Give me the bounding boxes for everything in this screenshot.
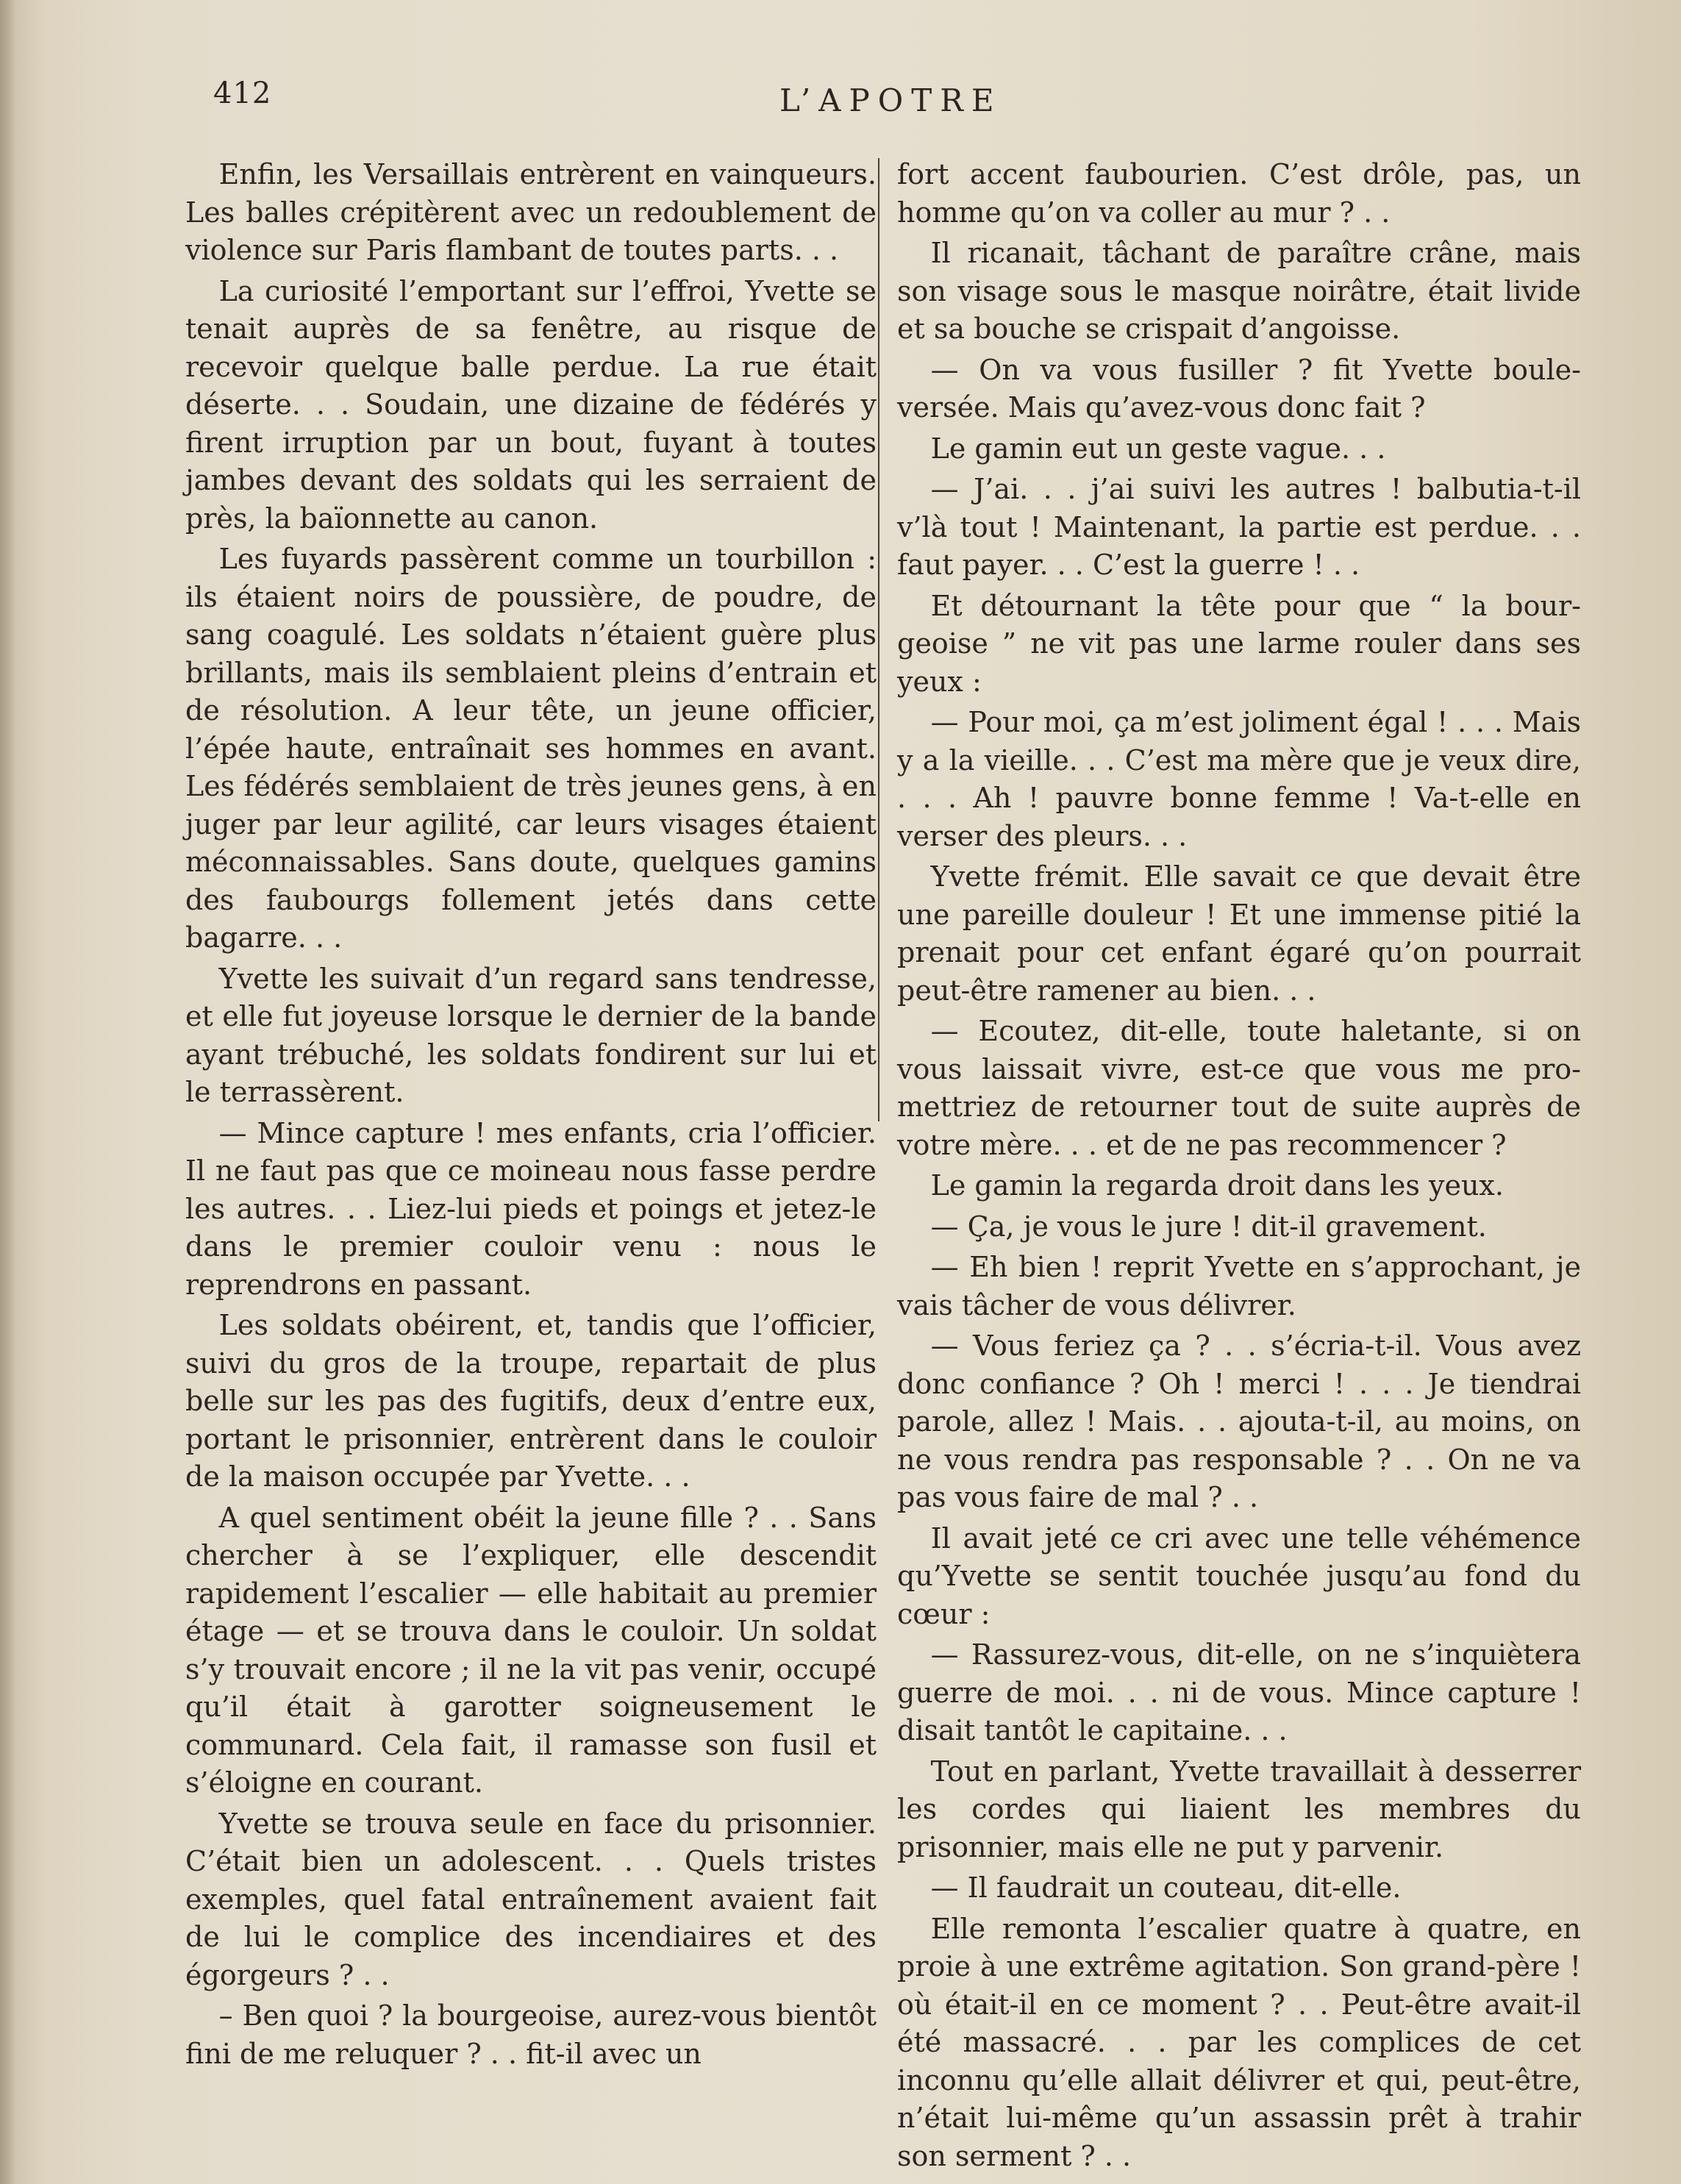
paragraph: Le gamin la regarda droit dans les yeux. xyxy=(930,1169,1504,1202)
paragraph: Les fuyards passèrent comme un tourbillon : ils étaient noirs de poussière, de poudre, de sang coagulé. Les soldats n’étaient guère plus brillants, mais ils semblaient pleins d’entrain et de résolution. A leur tête, un jeune officier, l’épée haute, entraînait ses hommes en avant. Les fédérés semblaient de très jeunes gens, à en juger par leur agilité, car leurs visages étaient méconnaissables. Sans doute, quelques gamins des faubourgs follement jetés dans cette bagarre. . . xyxy=(185,543,877,954)
paragraph: — Ça, je vous le jure ! dit-il gravement. xyxy=(930,1210,1487,1243)
paragraph: Enfin, les Versaillais entrèrent en vainqueurs. Les balles crépitèrent avec un redoublement de violence sur Paris flambant de toutes parts. . . xyxy=(185,158,877,266)
paragraph: — Vous feriez ça ? . . s’écria-t-il. Vous avez donc confiance ? Oh ! merci ! . . . Je tiendrai parole, allez ! Mais. . . ajouta-t-il, au moins, on ne vous rendra pas responsable ? . . On ne va pas vous faire de mal ? . . xyxy=(897,1330,1581,1513)
paragraph: La curiosité l’emportant sur l’effroi, Yvette se tenait auprès de sa fenêtre, au risque de recevoir quelque balle perdue. La rue était déserte. . . Soudain, une dizaine de fédérés y firent irruption par un bout, fuyant à toutes jambes devant des soldats qui les serraient de près, la baïonnette au canon. xyxy=(185,274,877,535)
paragraph: A quel sentiment obéit la jeune fille ? . . Sans chercher à se l’expliquer, elle descendit rapidement l’escalier — elle habitait au premier étage — et se trouva dans le couloir. Un soldat s’y trouvait encore ; il ne la vit pas venir, occupé qu’il était à garotter soigneusement le communard. Cela fait, il ramasse son fusil et s’éloigne en courant. xyxy=(185,1501,877,1799)
paragraph: Les soldats obéirent, et, tandis que l’officier, suivi du gros de la troupe, repartait de plus belle sur les pas des fugitifs, deux d’entre eux, portant le prisonnier, entrèrent dans le couloir de la maison occupée par Yvette. . . xyxy=(185,1309,877,1493)
page-spine-shadow xyxy=(0,0,16,2184)
right-text-column xyxy=(897,156,1581,2178)
paragraph: Il ricanait, tâchant de paraître crâne, mais son visage sous le masque noirâtre, était livide et sa bouche se crispait d’angoisse. xyxy=(897,237,1581,345)
paragraph: Elle remonta l’escalier quatre à quatre, en proie à une extrême agitation. Son grand-père ! où était-il en ce moment ? . . Peut-être avait-il été massacré. . . par les complices de cet inconnu qu’elle allait délivrer et qui, peut-être, n’était lui-même qu’un assassin prêt à trahir son serment ? . . xyxy=(897,1912,1581,2172)
paragraph: Et détournant la tête pour que “ la bourgeoise ” ne vit pas une larme rouler dans ses yeux : xyxy=(897,589,1581,698)
running-title: L’APOTRE xyxy=(779,82,1002,118)
paragraph: fort accent faubourien. C’est drôle, pas, un homme qu’on va coller au mur ? . . xyxy=(897,158,1581,229)
paragraph: — Mince capture ! mes enfants, cria l’officier. Il ne faut pas que ce moineau nous fasse perdre les autres. . . Liez-lui pieds et poings et jetez-le dans le premier couloir venu : nous le reprendrons en passant. xyxy=(185,1116,877,1301)
paragraph: — Ecoutez, dit-elle, toute haletante, si on vous laissait vivre, est-ce que vous me promettriez de retourner tout de suite auprès de votre mère. . . et de ne pas recommencer ? xyxy=(897,1015,1581,1161)
paragraph: — Il faudrait un couteau, dit-elle. xyxy=(930,1871,1402,1904)
column-divider xyxy=(878,158,879,1121)
paragraph: — Pour moi, ça m’est joliment égal ! . . . Mais y a la vieille. . . C’est ma mère que je veux dire, . . . Ah ! pauvre bonne femme ! Va-t-elle en verser des pleurs. . . xyxy=(897,706,1581,852)
paragraph: — J’ai. . . j’ai suivi les autres ! balbutia-t-il v’là tout ! Maintenant, la partie est perdue. . . faut payer. . . C’est la guerre ! . . xyxy=(897,473,1581,581)
paragraph: — Eh bien ! reprit Yvette en s’approchant, je vais tâcher de vous délivrer. xyxy=(897,1251,1581,1321)
paragraph: Yvette les suivait d’un regard sans tendresse, et elle fut joyeuse lorsque le dernier de la bande ayant trébuché, les soldats fondirent sur lui et le terrassèrent. xyxy=(185,962,877,1108)
paragraph: Il avait jeté ce cri avec une telle véhémence qu’Yvette se sentit touchée jusqu’au fond du cœur : xyxy=(897,1521,1581,1630)
page-number: 412 xyxy=(213,76,272,110)
paragraph: – Ben quoi ? la bourgeoise, aurez-vous bientôt fini de me reluquer ? . . fit-il avec un xyxy=(185,1999,877,2070)
paragraph: Yvette frémit. Elle savait ce que devait être une pareille douleur ! Et une immense pitié la prenait pour cet enfant égaré qu’on pourrait peut-être ramener au bien. . . xyxy=(897,860,1581,1007)
paragraph: Yvette se trouva seule en face du prisonnier. C’était bien un adolescent. . . Quels tristes exemples, quel fatal entraînement avaient fait de lui le complice des incendiaires et des égorgeurs ? . . xyxy=(185,1807,877,1991)
paragraph: Le gamin eut un geste vague. . . xyxy=(930,432,1386,465)
paragraph: — On va vous fusiller ? fit Yvette bouleversée. Mais qu’avez-vous donc fait ? xyxy=(897,353,1581,424)
paragraph: — Rassurez-vous, dit-elle, on ne s’inquiètera guerre de moi. . . ni de vous. Mince capture ! disait tantôt le capitaine. . . xyxy=(897,1638,1581,1746)
left-text-column xyxy=(185,156,877,2076)
paragraph: Tout en parlant, Yvette travaillait à desserrer les cordes qui liaient les membres du prisonnier, mais elle ne put y parvenir. xyxy=(897,1755,1581,1863)
